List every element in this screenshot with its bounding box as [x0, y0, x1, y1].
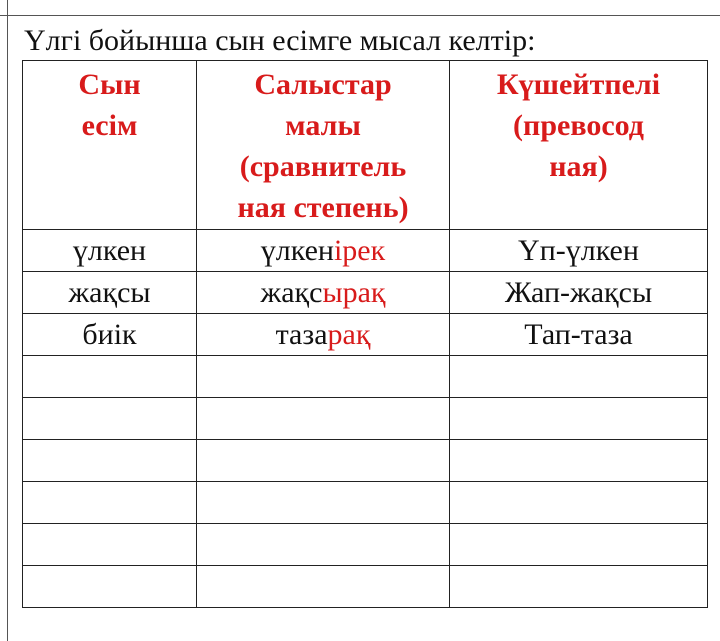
page-left-rule — [7, 0, 8, 641]
header-line: (превосод — [513, 109, 644, 142]
empty-comparative-cell[interactable] — [197, 356, 450, 398]
header-line: малы — [285, 109, 361, 142]
empty-adjective-cell[interactable] — [23, 356, 197, 398]
superlative-cell: Тап-таза — [450, 314, 708, 356]
empty-comparative-cell[interactable] — [197, 566, 450, 608]
table-row — [23, 314, 708, 356]
empty-comparative-cell[interactable] — [197, 440, 450, 482]
header-line: ная) — [549, 150, 608, 183]
empty-comparative-cell[interactable] — [197, 482, 450, 524]
empty-superlative-cell[interactable] — [450, 524, 708, 566]
empty-adjective-cell[interactable] — [23, 482, 197, 524]
task-heading: Үлгі бойынша сын есімге мысал келтір: — [24, 24, 536, 57]
empty-superlative-cell[interactable] — [450, 482, 708, 524]
adjective-cell: үлкен — [23, 230, 197, 272]
comparative-suffix: ірек — [333, 233, 386, 267]
header-adjective — [23, 61, 197, 230]
empty-adjective-cell[interactable] — [23, 524, 197, 566]
empty-comparative-cell[interactable] — [197, 398, 450, 440]
empty-row — [23, 440, 708, 482]
comparative-cell — [197, 272, 450, 314]
adjective-table — [22, 60, 708, 608]
header-line: есім — [81, 109, 138, 142]
header-line: Салыстар — [254, 68, 392, 101]
empty-row — [23, 398, 708, 440]
empty-superlative-cell[interactable] — [450, 440, 708, 482]
empty-comparative-cell[interactable] — [197, 524, 450, 566]
table-row — [23, 230, 708, 272]
comparative-stem: үлкен — [260, 233, 334, 267]
empty-adjective-cell[interactable] — [23, 398, 197, 440]
table-row — [23, 272, 708, 314]
empty-row — [23, 356, 708, 398]
superlative-cell: Жап-жақсы — [450, 272, 708, 314]
header-line: Сын — [78, 68, 141, 101]
header-line: Күшейтпелі — [496, 68, 661, 101]
superlative-cell: Үп-үлкен — [450, 230, 708, 272]
comparative-stem: жақс — [260, 275, 323, 309]
empty-superlative-cell[interactable] — [450, 398, 708, 440]
header-superlative — [450, 61, 708, 230]
comparative-cell — [197, 230, 450, 272]
empty-adjective-cell[interactable] — [23, 440, 197, 482]
header-row — [23, 61, 708, 230]
header-comparative — [197, 61, 450, 230]
header-line: ная степень) — [237, 191, 409, 224]
empty-row — [23, 482, 708, 524]
comparative-cell — [197, 314, 450, 356]
empty-superlative-cell[interactable] — [450, 566, 708, 608]
empty-adjective-cell[interactable] — [23, 566, 197, 608]
comparative-suffix: ырақ — [322, 275, 386, 309]
empty-row — [23, 566, 708, 608]
comparative-suffix: рақ — [327, 317, 371, 351]
comparative-stem: таза — [275, 317, 328, 351]
empty-rows — [23, 356, 708, 608]
empty-superlative-cell[interactable] — [450, 356, 708, 398]
empty-row — [23, 524, 708, 566]
adjective-cell: жақсы — [23, 272, 197, 314]
header-line: (сравнитель — [239, 150, 407, 183]
adjective-cell: биік — [23, 314, 197, 356]
page-top-rule — [0, 15, 720, 16]
